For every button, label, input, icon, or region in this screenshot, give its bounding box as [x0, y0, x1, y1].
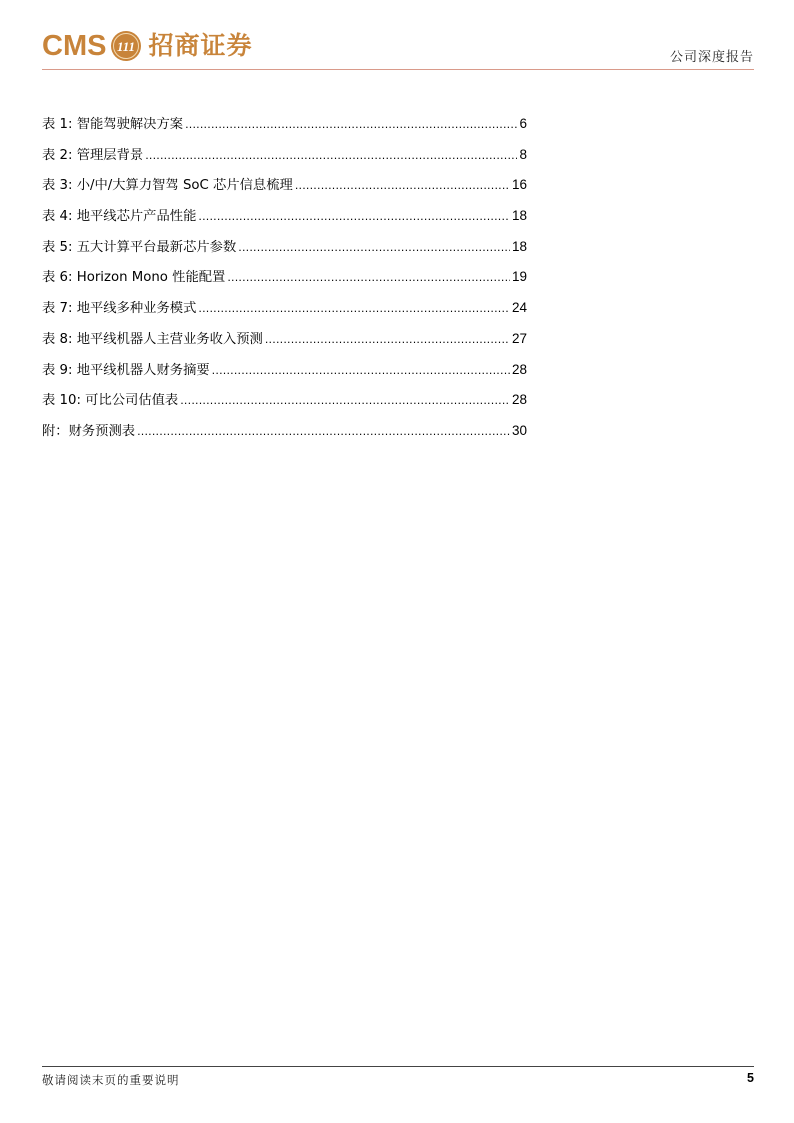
toc-entry-label: 表 5: 五大计算平台最新芯片参数: [42, 239, 237, 255]
toc-dot-leader: [227, 268, 510, 288]
toc-entry-page: 8: [519, 146, 527, 162]
toc-entry[interactable]: [42, 298, 527, 329]
toc-dot-leader: [198, 299, 510, 319]
toc-entry-label: 附：财务预测表: [42, 423, 136, 439]
toc-entry-label: 表 8: 地平线机器人主营业务收入预测: [42, 331, 263, 347]
table-of-tables: [42, 114, 527, 452]
toc-entry-label: 表 4: 地平线芯片产品性能: [42, 209, 197, 225]
page-number: 5: [747, 1071, 754, 1085]
toc-entry-label: 表 9: 地平线机器人财务摘要: [42, 362, 210, 378]
toc-entry-page: 18: [511, 208, 527, 224]
company-logo: [42, 28, 252, 64]
toc-entry[interactable]: [42, 114, 527, 145]
toc-entry-page: 30: [511, 422, 527, 438]
toc-dot-leader: [180, 391, 510, 411]
report-type-label: 公司深度报告: [669, 50, 754, 65]
header-divider: [42, 69, 754, 70]
toc-entry[interactable]: [42, 206, 527, 237]
toc-dot-leader: [238, 238, 510, 258]
toc-entry[interactable]: [42, 267, 527, 298]
logo-chinese-text: 招商证券: [148, 31, 253, 60]
toc-entry[interactable]: [42, 390, 527, 421]
toc-dot-leader: [265, 330, 510, 350]
toc-dot-leader: [145, 146, 517, 166]
toc-entry[interactable]: [42, 360, 527, 391]
toc-entry-label: 表 10: 可比公司估值表: [42, 393, 179, 409]
toc-entry-page: 19: [511, 269, 527, 285]
toc-entry[interactable]: [42, 175, 527, 206]
page-header: [42, 24, 754, 72]
toc-dot-leader: [185, 115, 517, 135]
logo-latin-text: CMS: [42, 30, 107, 62]
toc-entry[interactable]: [42, 329, 527, 360]
logo-badge-icon: [110, 30, 142, 62]
toc-dot-leader: [137, 422, 510, 442]
toc-entry-page: 28: [511, 392, 527, 408]
toc-entry-label: 表 3: 小/中/大算力智驾 SoC 芯片信息梳理: [42, 178, 293, 194]
toc-dot-leader: [212, 361, 510, 381]
toc-entry-label: 表 6: Horizon Mono 性能配置: [42, 270, 226, 286]
toc-entry-page: 27: [511, 330, 527, 346]
footer-divider: [42, 1066, 754, 1067]
disclaimer-note: 敬请阅读末页的重要说明: [42, 1073, 180, 1087]
toc-entry[interactable]: [42, 145, 527, 176]
toc-entry-page: 24: [511, 300, 527, 316]
toc-entry[interactable]: [42, 421, 527, 452]
toc-entry-page: 16: [511, 177, 527, 193]
toc-dot-leader: [295, 176, 510, 196]
toc-entry-page: 28: [511, 361, 527, 377]
toc-entry[interactable]: [42, 237, 527, 268]
toc-entry-label: 表 2: 管理层背景: [42, 147, 144, 163]
toc-dot-leader: [198, 207, 510, 227]
toc-entry-page: 6: [519, 116, 527, 131]
toc-entry-page: 18: [511, 238, 527, 254]
logo-badge-text: 111: [117, 39, 136, 54]
toc-entry-label: 表 7: 地平线多种业务模式: [42, 301, 197, 317]
toc-entry-label: 表 1: 智能驾驶解决方案: [42, 117, 184, 132]
